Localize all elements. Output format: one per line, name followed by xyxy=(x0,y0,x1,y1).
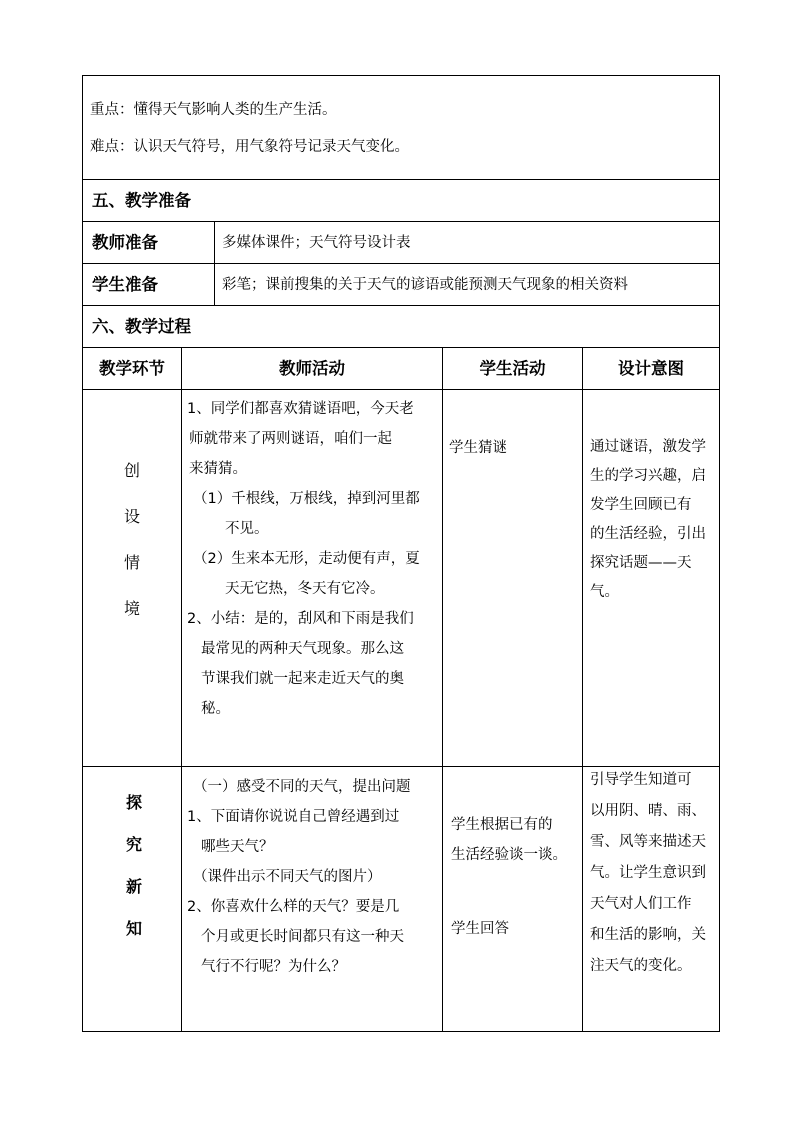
student-prep-label: 学生准备 xyxy=(92,275,158,294)
section5-title: 五、教学准备 xyxy=(92,191,191,210)
student-activity-cell: 学生根据已有的 生活经验谈一谈。 xyxy=(451,817,567,863)
header-design-intent: 设计意图 xyxy=(618,359,684,378)
teacher-prep-value: 多媒体课件；天气符号设计表 xyxy=(222,235,411,251)
stage-row-create-scenario xyxy=(82,390,720,767)
process-header-row xyxy=(82,348,720,390)
lesson-plan-table xyxy=(82,75,720,1032)
key-point-text: 重点：懂得天气影响人类的生产生活。 xyxy=(90,102,337,118)
section6-title: 六、教学过程 xyxy=(92,317,191,336)
student-prep-row xyxy=(82,264,720,306)
student-activity-text: 学生猜谜 xyxy=(449,440,507,456)
header-teacher-activity: 教师活动 xyxy=(279,359,345,378)
stage-row-explore-knowledge xyxy=(82,767,720,1032)
stage-label-vertical: 探 究 新 知 xyxy=(125,793,142,938)
teacher-activity-cell: 1、同学们都喜欢猜谜语吧，今天老 师就带来了两则谜语，咱们一起 来猜猜。 （1）千根线，万根线，掉到河里都 不见。 （2）生来本无形，走动便有声，夏 天无它热，冬天有它冷。 2、小结：是的，刮风和下雨是我们 最常见的两种天气现象。那么这 节课我们就一起来走近天气的奥 秘。 xyxy=(187,401,420,717)
teacher-prep-row xyxy=(82,222,720,264)
section5-title-row xyxy=(82,180,720,222)
design-intent-cell: 通过谜语，激发学 生的学习兴趣，启 发学生回顾已有 的生活经验，引出 探究话题——天 气。 xyxy=(590,439,706,600)
focus-row xyxy=(82,75,720,180)
design-intent-cell: 引导学生知道可 以用阴、晴、雨、 雪、风等来描述天 气。让学生意识到 天气对人们工作 和生活的影响，关 注天气的变化。 xyxy=(590,772,706,974)
header-stage: 教学环节 xyxy=(99,359,165,378)
stage-label-vertical: 创 设 情 境 xyxy=(123,461,140,618)
student-prep-value: 彩笔；课前搜集的关于天气的谚语或能预测天气现象的相关资料 xyxy=(222,277,628,293)
teacher-prep-label: 教师准备 xyxy=(92,233,158,252)
section6-title-row xyxy=(82,306,720,348)
teacher-activity-cell: （一）感受不同的天气，提出问题 1、下面请你说说自己曾经遇到过 哪些天气？ （课件出示不同天气的图片） 2、你喜欢什么样的天气？要是几 个月或更长时间都只有这一种天 气行不行呢？为什么？ xyxy=(187,779,411,975)
header-student-activity: 学生活动 xyxy=(479,359,546,378)
student-answer-text: 学生回答 xyxy=(451,921,509,937)
difficulty-text: 难点：认识天气符号，用气象符号记录天气变化。 xyxy=(90,139,409,155)
